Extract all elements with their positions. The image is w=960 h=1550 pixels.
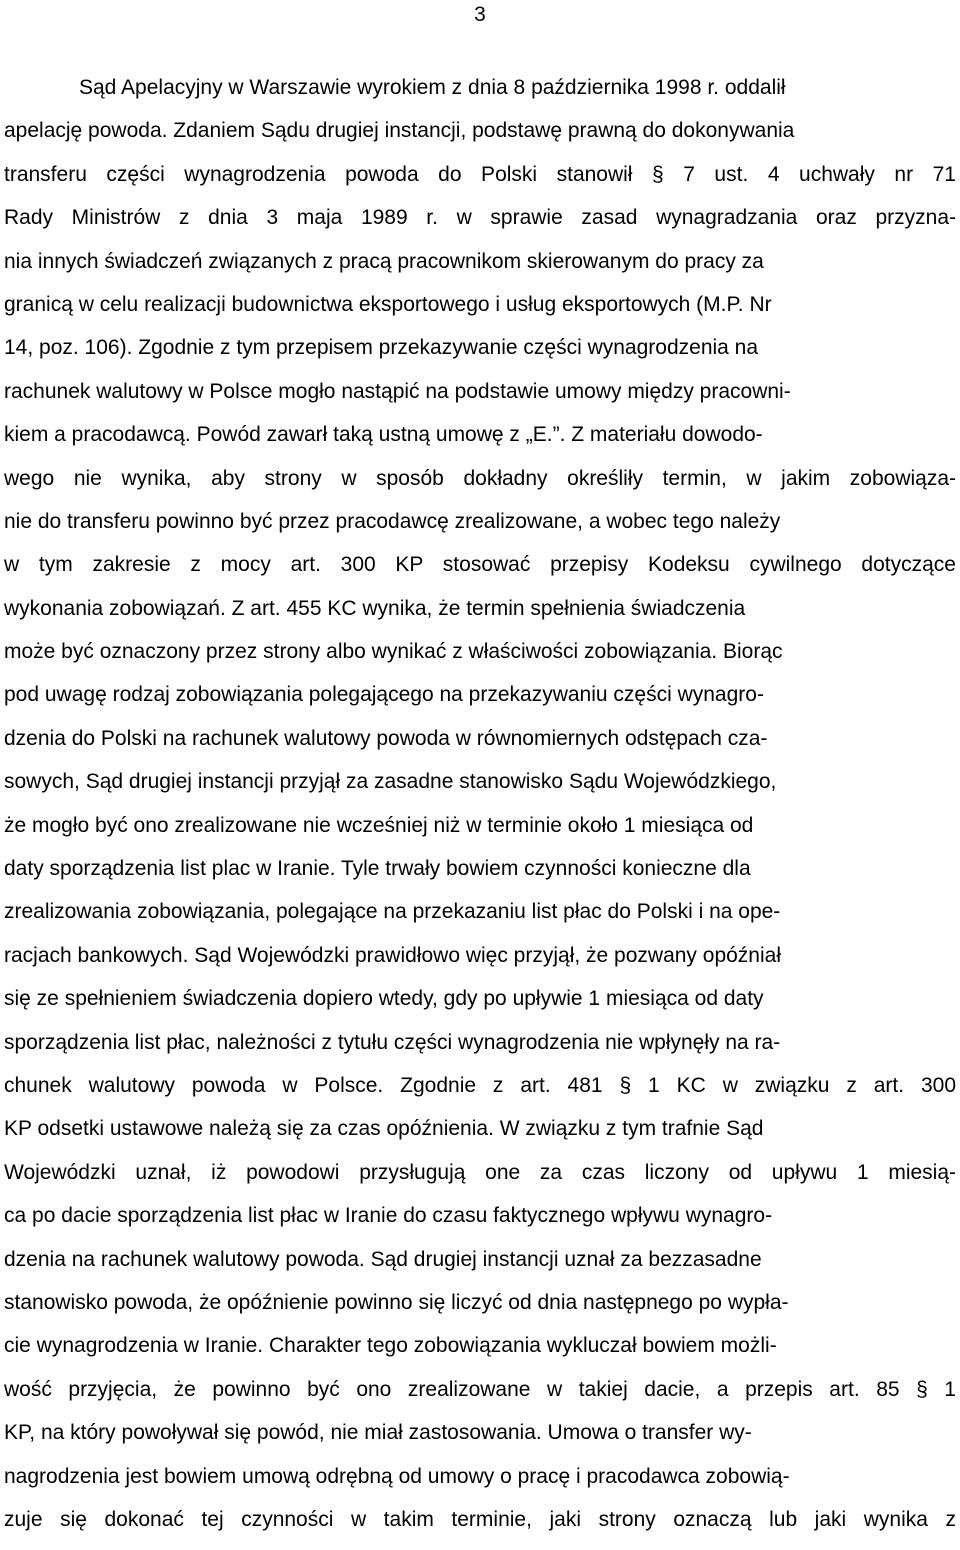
text-line: że mogło być ono zrealizowane nie wcześniej niż w terminie około 1 miesiąca od [4,813,754,837]
text-line: stanowisko powoda, że opóźnienie powinno się liczyć od dnia następnego po wypła- [4,1290,789,1314]
text-line: pod uwagę rodzaj zobowiązania polegającego na przekazywaniu części wynagro- [4,683,764,707]
text-line: 14, poz. 106). Zgodnie z tym przepisem przekazywanie części wynagrodzenia na [4,336,759,360]
text-line: nie do transferu powinno być przez pracodawcę zrealizowane, a wobec tego należy [4,509,781,533]
text-line: sowych, Sąd drugiej instancji przyjął za zasadne stanowisko Sądu Wojewódzkiego, [4,770,777,794]
text-line: Rady Ministrów z dnia 3 maja 1989 r. w sprawie zasad wynagradzania oraz przyzna- [4,206,956,230]
text-line: wość przyjęcia, że powinno być ono zrealizowane w takiej dacie, a przepis art. 85 § 1 [4,1377,956,1401]
text-line: wykonania zobowiązań. Z art. 455 KC wynika, że termin spełnienia świadczenia [4,596,746,620]
text-line: cie wynagrodzenia w Iranie. Charakter tego zobowiązania wykluczał bowiem możli- [4,1334,777,1358]
text-line: nia innych świadczeń związanych z pracą pracownikom skierowanym do pracy za [4,249,764,273]
text-line: Wojewódzki uznał, iż powodowi przysługują one za czas liczony od upływu 1 miesią- [4,1160,956,1184]
text-line: wego nie wynika, aby strony w sposób dokładny określiły termin, w jakim zobowiąza- [4,466,956,490]
text-line: może być oznaczony przez strony albo wynikać z właściwości zobowiązania. Biorąc [4,640,783,664]
text-line: dzenia do Polski na rachunek walutowy powoda w równomiernych odstępach cza- [4,726,768,750]
text-line: KP, na który powoływał się powód, nie miał zastosowania. Umowa o transfer wy- [4,1421,752,1445]
text-line: chunek walutowy powoda w Polsce. Zgodnie z art. 481 § 1 KC w związku z art. 300 [4,1073,956,1097]
text-line: sporządzenia list płac, należności z tytułu części wynagrodzenia nie wpłynęły na ra- [4,1030,781,1054]
text-line: dzenia na rachunek walutowy powoda. Sąd drugiej instancji uznał za bezzasadne [4,1247,762,1271]
text-line: się ze spełnieniem świadczenia dopiero wtedy, gdy po upływie 1 miesiąca od daty [4,987,764,1011]
text-line: zrealizowania zobowiązania, polegające na przekazaniu list płac do Polski i na ope- [4,900,781,924]
text-line: rachunek walutowy w Polsce mogło nastąpić na podstawie umowy między pracowni- [4,379,791,403]
text-line: kiem a pracodawcą. Powód zawarł taką ustną umowę z „E.”. Z materiału dowodo- [4,423,763,447]
text-line: apelację powoda. Zdaniem Sądu drugiej instancji, podstawę prawną do dokonywania [4,119,795,143]
text-line: ca po dacie sporządzenia list płac w Iranie do czasu faktycznego wpływu wynagro- [4,1204,773,1228]
text-line: zuje się dokonać tej czynności w takim terminie, jaki strony oznaczą lub jaki wynika z [4,1507,956,1531]
text-line: KP odsetki ustawowe należą się za czas opóźnienia. W związku z tym trafnie Sąd [4,1117,764,1141]
text-line: Sąd Apelacyjny w Warszawie wyrokiem z dnia 8 października 1998 r. oddalił [79,76,786,99]
text-line: daty sporządzenia list plac w Iranie. Tyle trwały bowiem czynności konieczne dla [4,857,751,881]
text-line: nagrodzenia jest bowiem umową odrębną od umowy o pracę i pracodawca zobowią- [4,1464,790,1488]
text-line: racjach bankowych. Sąd Wojewódzki prawidłowo więc przyjął, że pozwany opóźniał [4,943,781,967]
page-number: 3 [474,3,486,26]
text-line: w tym zakresie z mocy art. 300 KP stosować przepisy Kodeksu cywilnego dotyczące [4,553,956,577]
body-text [0,66,960,1541]
text-line: transferu części wynagrodzenia powoda do Polski stanowił § 7 ust. 4 uchwały nr 71 [4,162,956,186]
text-line: granicą w celu realizacji budownictwa eksportowego i usług eksportowych (M.P. Nr [4,292,772,316]
